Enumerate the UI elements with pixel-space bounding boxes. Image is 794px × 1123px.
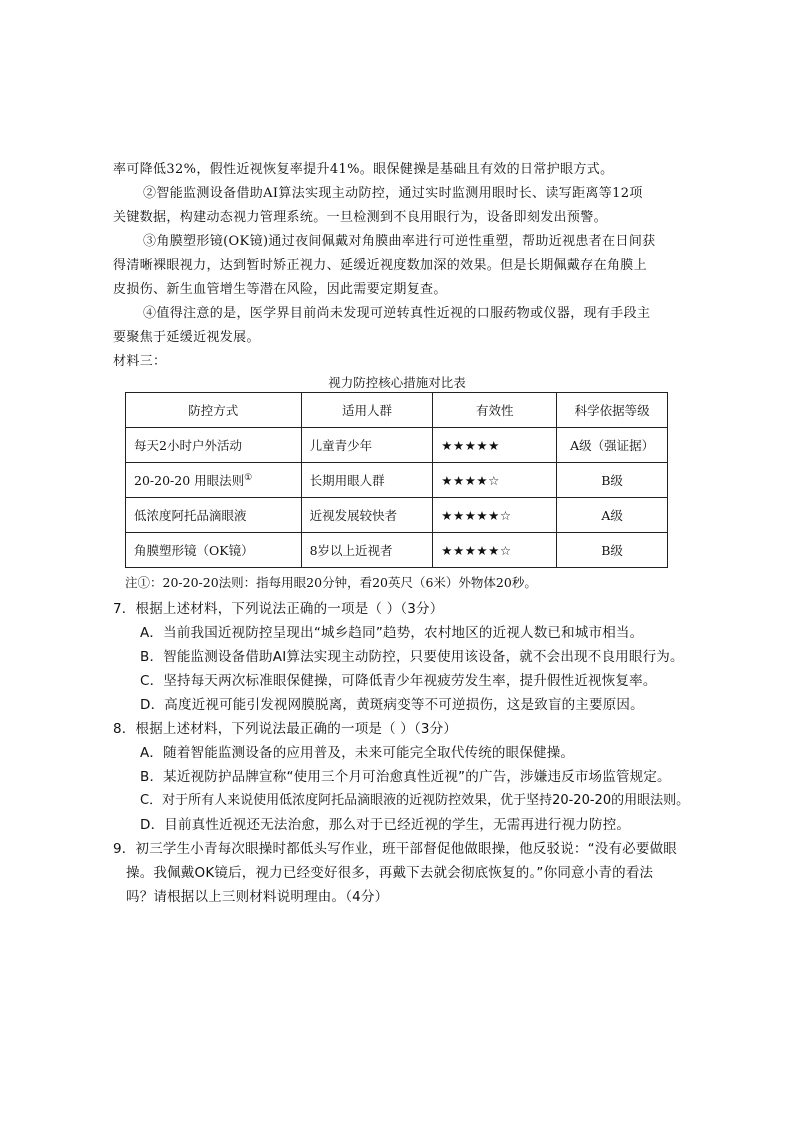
table-cell: 儿童青少年 [301,428,433,463]
question-8-stem: 8．根据上述材料，下列说法最正确的一项是（ ）（3分） [113,721,458,737]
table-cell: B级 [557,463,668,498]
table-cell: A级 [557,498,668,533]
table-header-cell: 科学依据等级 [557,393,668,428]
table-header-row [126,393,668,428]
question-9-line-3: 吗？请根据以上三则材料说明理由。（4分） [126,889,389,905]
question-7-option-d: D．高度近视可能引发视网膜脱离，黄斑病变等不可逆损伤，这是致盲的主要原因。 [140,697,644,713]
table-row [126,533,668,568]
table-cell: A级（强证据） [557,428,668,463]
material2-line-6: 皮损伤、新生血管增生等潜在风险，因此需要定期复查。 [113,282,447,297]
table-cell: 低浓度阿托品滴眼液 [126,498,302,533]
table-row [126,463,668,498]
material2-line-3: 关键数据，构建动态视力管理系统。一旦检测到不良用眼行为，设备即刻发出预警。 [113,210,607,225]
material2-line-1: 率可降低32%，假性近视恢复率提升41%。眼保健操是基础且有效的日常护眼方式。 [113,162,614,177]
question-8-option-d: D．目前真性近视还无法治愈，那么对于已经近视的学生，无需再进行视力防控。 [140,817,631,833]
question-7-option-c: C．坚持每天两次标准眼保健操，可降低青少年视疲劳发生率，提升假性近视恢复率。 [140,673,657,689]
question-8-option-a: A．随着智能监测设备的应用普及，未来可能完全取代传统的眼保健操。 [140,745,575,761]
material2-line-8: 要聚焦于延缓近视发展。 [113,330,260,345]
table-cell: 角膜塑形镜（OK镜） [126,533,302,568]
rating-stars: ★★★★★ [433,428,557,463]
table-cell: B级 [557,533,668,568]
question-9-line-2: 操。我佩戴OK镜后，视力已经变好很多，再戴下去就会彻底恢复的。”你同意小青的看法 [126,865,654,881]
question-7-option-a: A．当前我国近视防控呈现出“城乡趋同”趋势，农村地区的近视人数已和城市相当。 [140,625,644,641]
material2-line-4: ③角膜塑形镜(OK镜)通过夜间佩戴对角膜曲率进行可逆性重塑，帮助近视患者在日间获 [143,234,656,249]
question-8-option-b: B．某近视防护品牌宣称“使用三个月可治愈真性近视”的广告，涉嫌违反市场监管规定。 [140,769,671,785]
table-cell: 近视发展较快者 [301,498,433,533]
material3-label: 材料三： [113,354,167,369]
material2-line-5: 得清晰裸眼视力，达到暂时矫正视力、延缓近视度数加深的效果。但是长期佩戴存在角膜上 [113,258,648,273]
question-8-option-c: C．对于所有人来说使用低浓度阿托品滴眼液的近视防控效果，优于坚持20-20-20的用眼法则。 [140,793,690,808]
table-row [126,428,668,463]
rating-stars: ★★★★★☆ [433,533,557,568]
question-9-line-1: 9．初三学生小青每次眼操时都低头写作业，班干部督促他做眼操，他反驳说：“没有必要做眼 [113,841,677,857]
comparison-table [125,392,668,568]
question-7-option-b: B．智能监测设备借助AI算法实现主动防控，只要使用该设备，就不会出现不良用眼行为。 [140,649,684,665]
table-header-cell: 防控方式 [126,393,302,428]
table-header-cell: 有效性 [433,393,557,428]
table-cell-text: 20-20-20 用眼法则 [134,473,245,488]
table-row [126,498,668,533]
table-cell: 长期用眼人群 [301,463,433,498]
table-cell: 8岁以上近视者 [301,533,433,568]
material2-line-7: ④值得注意的是，医学界目前尚未发现可逆转真性近视的口服药物或仪器，现有手段主 [143,306,651,321]
footnote-marker: ① [244,472,253,483]
table-footnote: 注①：20-20-20法则：指每用眼20分钟，看20英尺（6米）外物体20秒。 [125,575,537,590]
rating-stars: ★★★★★☆ [433,498,557,533]
table-caption: 视力防控核心措施对比表 [328,375,466,390]
rating-stars: ★★★★☆ [433,463,557,498]
table-cell: 每天2小时户外活动 [126,428,302,463]
table-cell [126,463,302,498]
table-header-cell: 适用人群 [301,393,433,428]
material2-line-2: ②智能监测设备借助AI算法实现主动防控，通过实时监测用眼时长、读写距离等12项 [143,186,643,201]
question-7-stem: 7．根据上述材料，下列说法正确的一项是（ ）（3分） [113,601,444,617]
